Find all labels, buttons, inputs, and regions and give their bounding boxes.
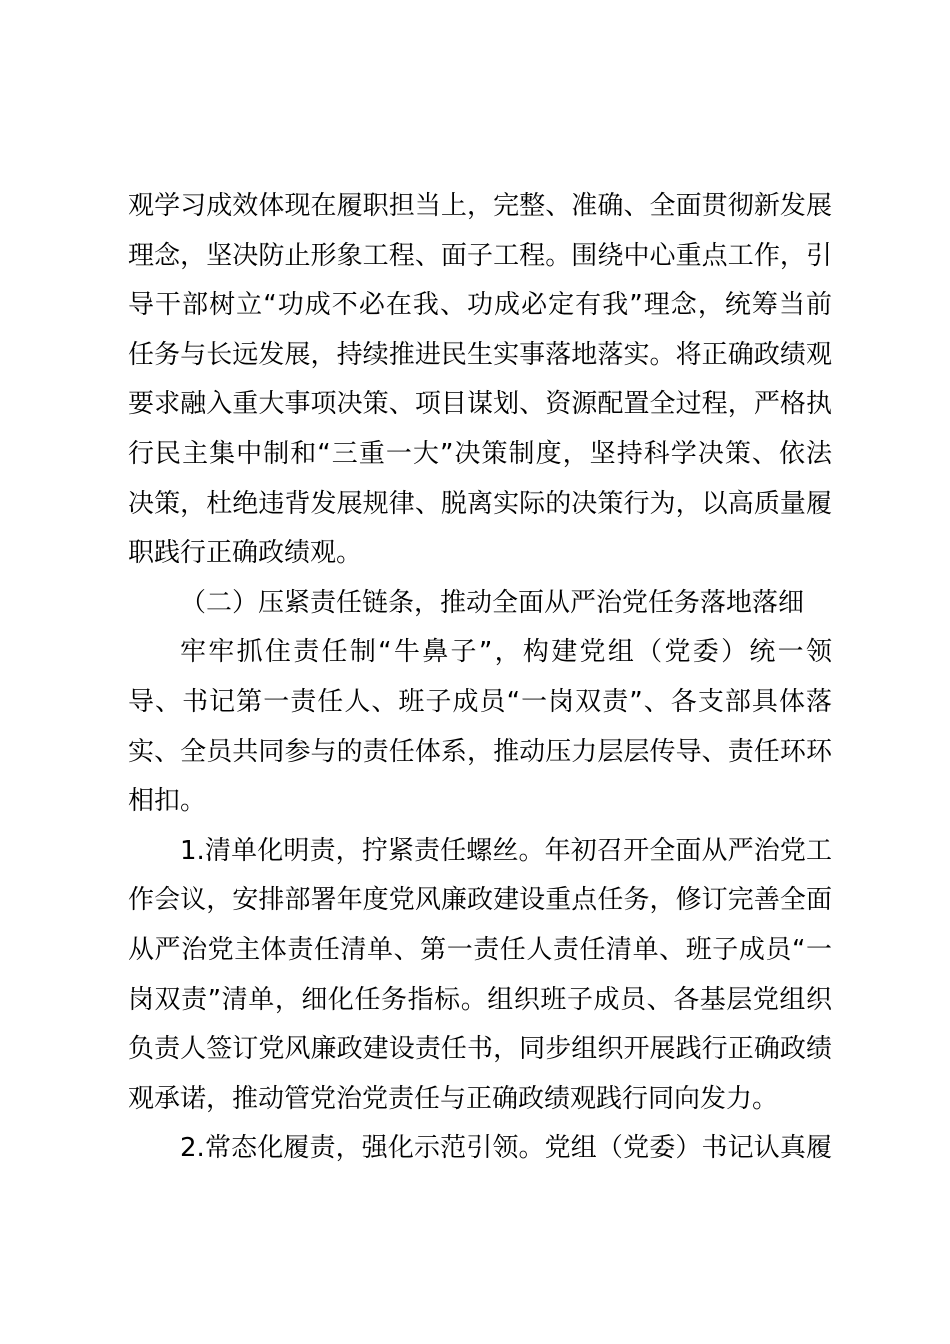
text-line: 相扣。 xyxy=(128,786,207,817)
text-line: 2.常态化履责，强化示范引领。党组（党委）书记认真履 xyxy=(180,1133,832,1164)
text-line: 负责人签订党风廉政建设责任书，同步组织开展践行正确政绩 xyxy=(128,1034,832,1065)
text-line: 理念，坚决防止形象工程、面子工程。围绕中心重点工作，引 xyxy=(128,240,832,271)
text-line: 观学习成效体现在履职担当上，完整、准确、全面贯彻新发展 xyxy=(128,191,832,221)
section-heading: （二）压紧责任链条，推动全面从严治党任务落地落细 xyxy=(180,587,805,618)
text-line: 职践行正确政绩观。 xyxy=(128,538,363,569)
text-line: 作会议，安排部署年度党风廉政建设重点任务，修订完善全面 xyxy=(128,885,832,916)
text-line: 岗双责”清单，细化任务指标。组织班子成员、各基层党组织 xyxy=(128,984,832,1015)
text-line: 任务与长远发展，持续推进民生实事落地落实。将正确政绩观 xyxy=(128,339,832,370)
text-line: 决策，杜绝违背发展规律、脱离实际的决策行为，以高质量履 xyxy=(128,488,832,519)
text-line: 观承诺，推动管党治党责任与正确政绩观践行同向发力。 xyxy=(128,1083,779,1114)
text-line: 1.清单化明责，拧紧责任螺丝。年初召开全面从严治党工 xyxy=(180,835,832,866)
text-line: 导、书记第一责任人、班子成员“一岗双责”、各支部具体落 xyxy=(128,686,832,717)
text-line: 要求融入重大事项决策、项目谋划、资源配置全过程，严格执 xyxy=(128,389,832,420)
text-line: 实、全员共同参与的责任体系，推动压力层层传导、责任环环 xyxy=(128,736,832,767)
document-body xyxy=(128,182,832,1174)
text-line: 行民主集中制和“三重一大”决策制度，坚持科学决策、依法 xyxy=(128,438,832,469)
text-line: 导干部树立“功成不必在我、功成必定有我”理念，统筹当前 xyxy=(128,290,832,321)
text-line: 牢牢抓住责任制“牛鼻子”，构建党组（党委）统一领 xyxy=(180,637,832,668)
text-line: 从严治党主体责任清单、第一责任人责任清单、班子成员“一 xyxy=(128,934,832,965)
